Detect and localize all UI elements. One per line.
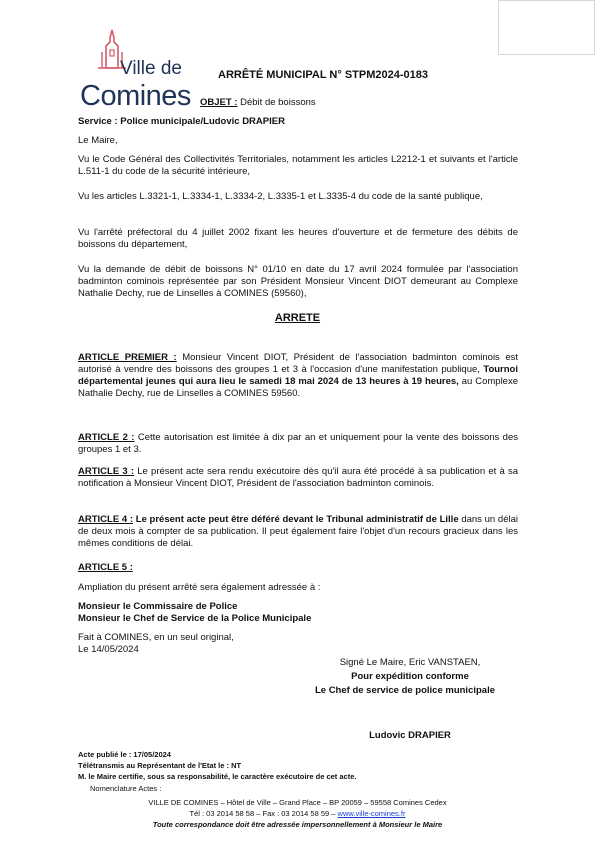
logo-text-ville: Ville de xyxy=(120,58,182,79)
article-label: ARTICLE PREMIER : xyxy=(78,352,177,363)
logo-text-comines: Comines xyxy=(80,80,191,112)
considerant-4: Vu la demande de débit de boissons N° 01/10 en date du 17 avril 2024 formulée par l'association badminton cominois représentée par son Président Monsieur Vincent DIOT demeurant au Complexe Nathalie Dechy, rue de Linselles à COMINES (59560), xyxy=(78,264,518,299)
service-line: Service : Police municipale/Ludovic DRAPIER xyxy=(78,116,285,127)
article-text: au Complexe Nathalie Dechy, rue de Linselles à COMINES 59560. xyxy=(78,376,519,399)
fait-a: Fait à COMINES, en un seul original, xyxy=(78,632,234,643)
article-text: Cette autorisation est limitée à dix par an et uniquement pour la vente des boissons des groupes 1 et 3. xyxy=(78,432,519,455)
article-text: dans un délai de deux mois à compter de sa publication. Il peut également faire l'objet d'un recours gracieux dans les mêmes conditions de délai. xyxy=(78,514,518,549)
considerant-2: Vu les articles L.3321-1, L.3334-1, L.3334-2, L.3335-1 et L.3335-4 du code de la santé publique, xyxy=(78,191,483,202)
article-text-bold: Tournoi départemental jeunes qui aura lieu le samedi 18 mai 2024 de 13 heures à 19 heures, xyxy=(78,364,518,387)
date-line: Le 14/05/2024 xyxy=(78,644,139,655)
certification: M. le Maire certifie, sous sa responsabilité, le caractère exécutoire de cet acte. xyxy=(78,772,357,781)
article-label: ARTICLE 3 : xyxy=(78,466,135,477)
article-5 xyxy=(78,562,518,574)
teletransmis: Télétransmis au Représentant de l'Etat le : NT xyxy=(78,761,242,770)
destinataire-1: Monsieur le Commissaire de Police xyxy=(78,601,238,612)
article-text: Le présent acte sera rendu exécutoire dès qu'il aura été procédé à sa publication et à sa notification à Monsieur Vincent DIOT, Président de l'association badminton cominois. xyxy=(78,466,518,489)
article-3 xyxy=(78,466,518,490)
signature-line-2: Pour expédition conforme xyxy=(351,671,469,682)
footer-tel: Tél : 03 2014 58 58 – Fax : 03 2014 58 59 – xyxy=(189,809,338,818)
footer-contact xyxy=(0,808,595,819)
article-label: ARTICLE 2 : xyxy=(78,432,135,443)
nomenclature: Nomenclature Actes : xyxy=(90,784,162,793)
article-4 xyxy=(78,514,518,550)
article-label: ARTICLE 4 : xyxy=(78,514,134,525)
signature-line-3: Le Chef de service de police municipale xyxy=(314,685,496,696)
footer-address: VILLE DE COMINES – Hôtel de Ville – Grand Place – BP 20059 – 59558 Comines Cedex xyxy=(148,798,447,807)
article-text-bold: Le présent acte peut être déféré devant le Tribunal administratif de Lille xyxy=(133,514,459,525)
objet-label: OBJET : xyxy=(200,97,238,108)
stamp-box xyxy=(498,0,595,55)
footer-correspondence: Toute correspondance doit être adressée impersonnellement à Monsieur le Maire xyxy=(152,820,443,829)
considerant-1: Vu le Code Général des Collectivités Territoriales, notamment les articles L2212-1 et suivants et l'article L.511-1 du code de la sécurité intérieure, xyxy=(78,154,518,177)
acte-publie: Acte publié le : 17/05/2024 xyxy=(78,750,171,759)
le-maire: Le Maire, xyxy=(78,135,118,146)
considerant-3: Vu l'arrêté préfectoral du 4 juillet 2002 fixant les heures d'ouverture et de fermeture des débits de boissons du département, xyxy=(78,227,518,250)
arrete-heading: ARRETE xyxy=(274,312,321,324)
ampliation: Ampliation du présent arrêté sera également adressée à : xyxy=(78,582,321,593)
article-label: ARTICLE 5 : xyxy=(78,562,133,573)
article-premier xyxy=(78,352,518,400)
objet-line xyxy=(200,97,316,108)
signatory-name: Ludovic DRAPIER xyxy=(369,730,451,741)
document-title: ARRÊTÉ MUNICIPAL N° STPM2024-0183 xyxy=(218,69,428,81)
destinataire-2: Monsieur le Chef de Service de la Police Municipale xyxy=(78,613,312,624)
article-2 xyxy=(78,432,518,456)
article-text: Monsieur Vincent DIOT, Président de l'association badminton cominois est autorisé à vendre des boissons des groupes 1 et 3 à l'occasion d'une manifestation publique, xyxy=(78,352,519,375)
website-link[interactable]: www.ville-comines.fr xyxy=(337,809,406,818)
signature-line-1: Signé Le Maire, Eric VANSTAEN, xyxy=(339,657,481,668)
objet-text: Débit de boissons xyxy=(237,97,316,108)
